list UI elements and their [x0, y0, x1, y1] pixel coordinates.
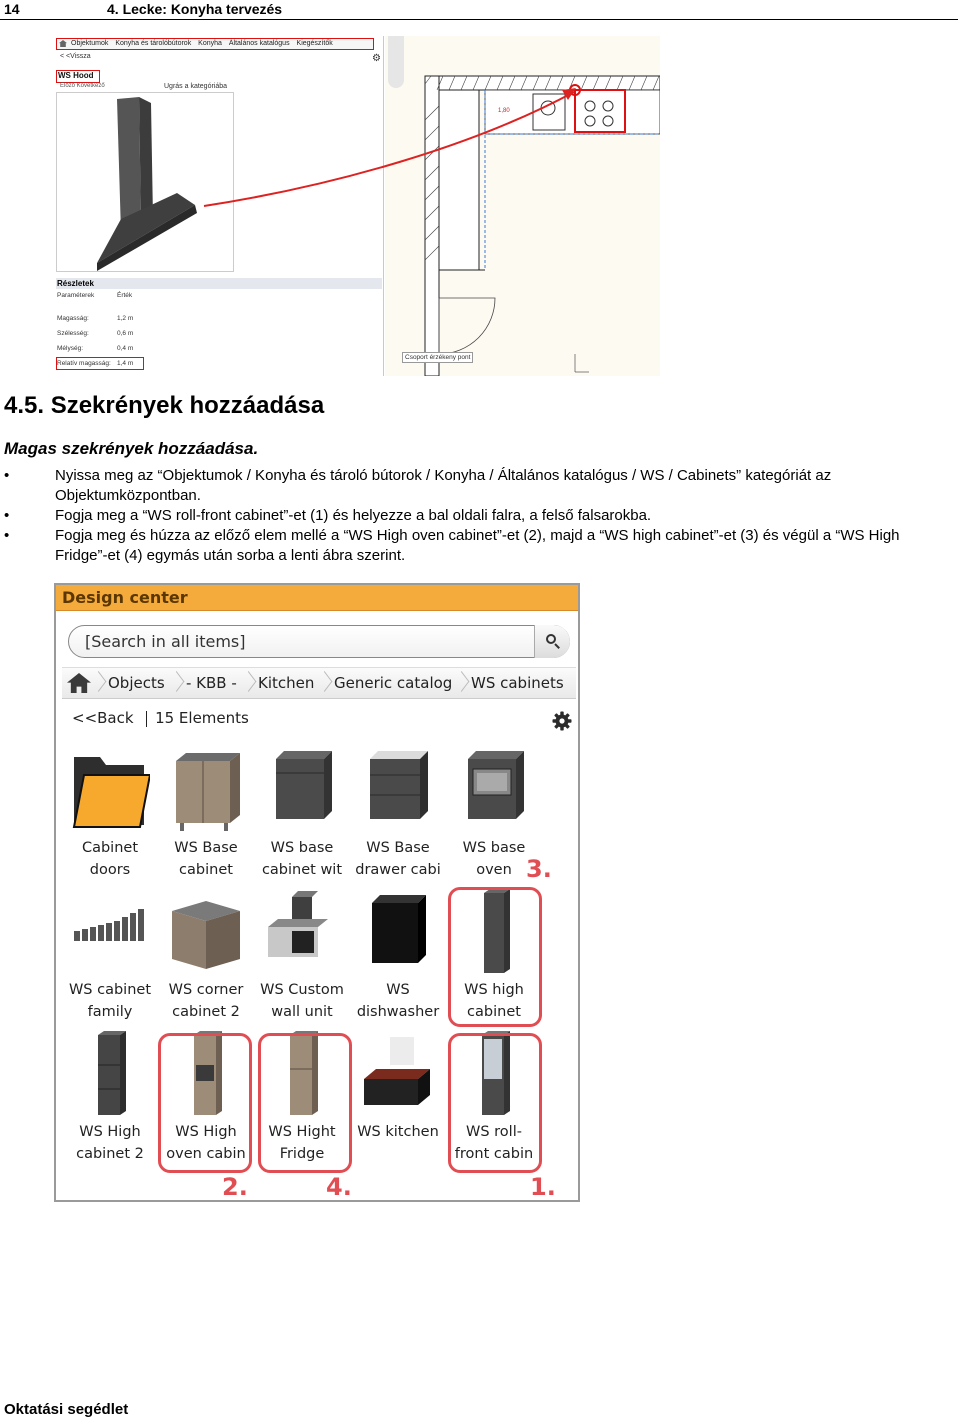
search-button[interactable] [534, 625, 570, 658]
small-back-link[interactable]: < <Vissza [60, 53, 91, 60]
instruction-item: • Fogja meg a “WS roll-front cabinet”-et (1) és helyezze a bal oldali falra, a felső falsarokba. [0, 506, 950, 526]
marker-4: 4. [326, 1173, 352, 1201]
grid-item[interactable]: WS Custom wall unit [254, 887, 350, 1027]
drawer-cabinet-icon [358, 745, 438, 835]
home-icon [67, 673, 91, 693]
small-breadcrumb [56, 38, 374, 50]
grid-item[interactable]: Cabinet doors [62, 745, 158, 885]
highlight-high-fridge [258, 1033, 352, 1173]
marker-1: 1. [530, 1173, 556, 1201]
design-center-title: Design center [56, 585, 578, 611]
gear-icon[interactable]: ⚙ [372, 53, 381, 64]
value-column-header: Érték [117, 292, 133, 299]
small-breadcrumb-item[interactable]: Konyha és tárolóbútorok [115, 40, 192, 47]
details-panel: Részletek Paraméterek Érték Magasság: 1,2 m Szélesség: 0,6 m Mélység: 0,4 m Relatív magasság: 1,4 m [56, 276, 382, 376]
corner-cabinet-icon [166, 887, 246, 977]
floorplan-drawing [385, 36, 660, 376]
marker-3: 3. [526, 855, 552, 883]
element-count: 15 Elements [155, 709, 249, 727]
hood-preview [56, 92, 234, 272]
grid-item[interactable]: WS base cabinet wit [254, 745, 350, 885]
small-breadcrumb-item[interactable]: Kiegészítők [296, 40, 333, 47]
lesson-title: 4. Lecke: Konyha tervezés [107, 1, 283, 17]
breadcrumb-generic-catalog[interactable]: Generic catalog [334, 674, 453, 692]
grid-item[interactable]: WS cabinet family [62, 887, 158, 1027]
item-title: WS Hood [56, 70, 100, 83]
search-box [68, 625, 570, 658]
grid-item[interactable]: WS corner cabinet 2 [158, 887, 254, 1027]
folder-icon [70, 745, 150, 835]
high-cabinet-2-icon [70, 1029, 150, 1119]
grid-item[interactable]: WS High oven cabin [158, 1029, 254, 1169]
base-cabinet-icon [166, 745, 246, 835]
instruction-item: • Fogja meg és húzza az előző elem mellé a “WS High oven cabinet”-et (2), majd a “WS high cabinet”-et (3) és végül a “WS High Fridge”-et (4) egymás után sorba a lenti ábra szerint. [0, 526, 950, 566]
dimension-label: 1,80 [498, 108, 510, 114]
object-center-panel [54, 36, 384, 376]
prev-next-links[interactable]: Előző Következő [60, 83, 105, 89]
page-number: 14 [4, 1, 20, 17]
section-subtitle: Magas szekrények hozzáadása. [4, 439, 259, 458]
page-header [0, 0, 958, 20]
grid-item[interactable]: WS Base cabinet [158, 745, 254, 885]
small-breadcrumb-item[interactable]: Konyha [198, 40, 222, 47]
jump-to-category-link[interactable]: Ugrás a kategóriába [164, 83, 228, 90]
grid-item[interactable]: WS High cabinet 2 [62, 1029, 158, 1169]
grid-item[interactable]: WS kitchen [350, 1029, 446, 1169]
home-icon[interactable] [59, 40, 67, 47]
small-breadcrumb-item[interactable]: Általános katalógus [228, 40, 290, 47]
breadcrumb [62, 667, 576, 699]
design-center-window [54, 583, 580, 1202]
grid-item[interactable]: WS base oven [446, 745, 542, 885]
cabinet-family-icon [70, 887, 150, 977]
details-heading: Részletek [56, 278, 382, 289]
highlight-high-cabinet [448, 887, 542, 1027]
instruction-list [0, 466, 950, 566]
small-breadcrumb-item[interactable]: Objektumok [71, 40, 109, 47]
back-bar [72, 709, 249, 727]
gear-icon[interactable] [552, 711, 572, 731]
breadcrumb-objects[interactable]: Objects [108, 674, 165, 692]
search-input[interactable] [85, 630, 515, 652]
relative-height-highlight [56, 357, 144, 370]
object-center-screenshot [54, 36, 660, 376]
floorplan-view [385, 36, 660, 376]
highlight-high-oven-cabinet [158, 1033, 252, 1173]
highlight-roll-front-cabinet [448, 1033, 542, 1173]
back-link[interactable]: <<Back [72, 709, 134, 727]
breadcrumb-ws-cabinets[interactable]: WS cabinets [471, 674, 564, 692]
section-title: 4.5. Szekrények hozzáadása [4, 392, 325, 419]
kitchen-icon [358, 1029, 438, 1119]
group-sensitive-point-label: Csoport érzékeny pont [402, 352, 473, 363]
breadcrumb-kitchen[interactable]: Kitchen [258, 674, 315, 692]
base-cabinet-drawer-icon [262, 745, 342, 835]
marker-2: 2. [222, 1173, 248, 1201]
dishwasher-icon [358, 887, 438, 977]
grid-item[interactable]: WS Base drawer cabi [350, 745, 446, 885]
custom-wall-unit-icon [262, 887, 342, 977]
grid-item[interactable]: WS roll- front cabin [446, 1029, 542, 1169]
instruction-item: • Nyissa meg az “Objektumok / Konyha és tároló bútorok / Konyha / Általános katalógus / WS / Cabinets” kategóriát az Objektumközpontban. [0, 466, 950, 506]
page-footer: Oktatási segédlet [4, 1401, 129, 1418]
hood-3d-icon [57, 93, 235, 273]
grid-item[interactable]: WS Hight Fridge [254, 1029, 350, 1169]
param-column-header: Paraméterek [57, 292, 95, 299]
breadcrumb-kbb[interactable]: - KBB - [186, 674, 237, 692]
oven-icon [454, 745, 534, 835]
grid-item[interactable]: WS high cabinet [446, 887, 542, 1027]
grid-item[interactable]: WS dishwasher [350, 887, 446, 1027]
view-toolbar[interactable] [388, 36, 404, 88]
search-icon [546, 634, 556, 644]
